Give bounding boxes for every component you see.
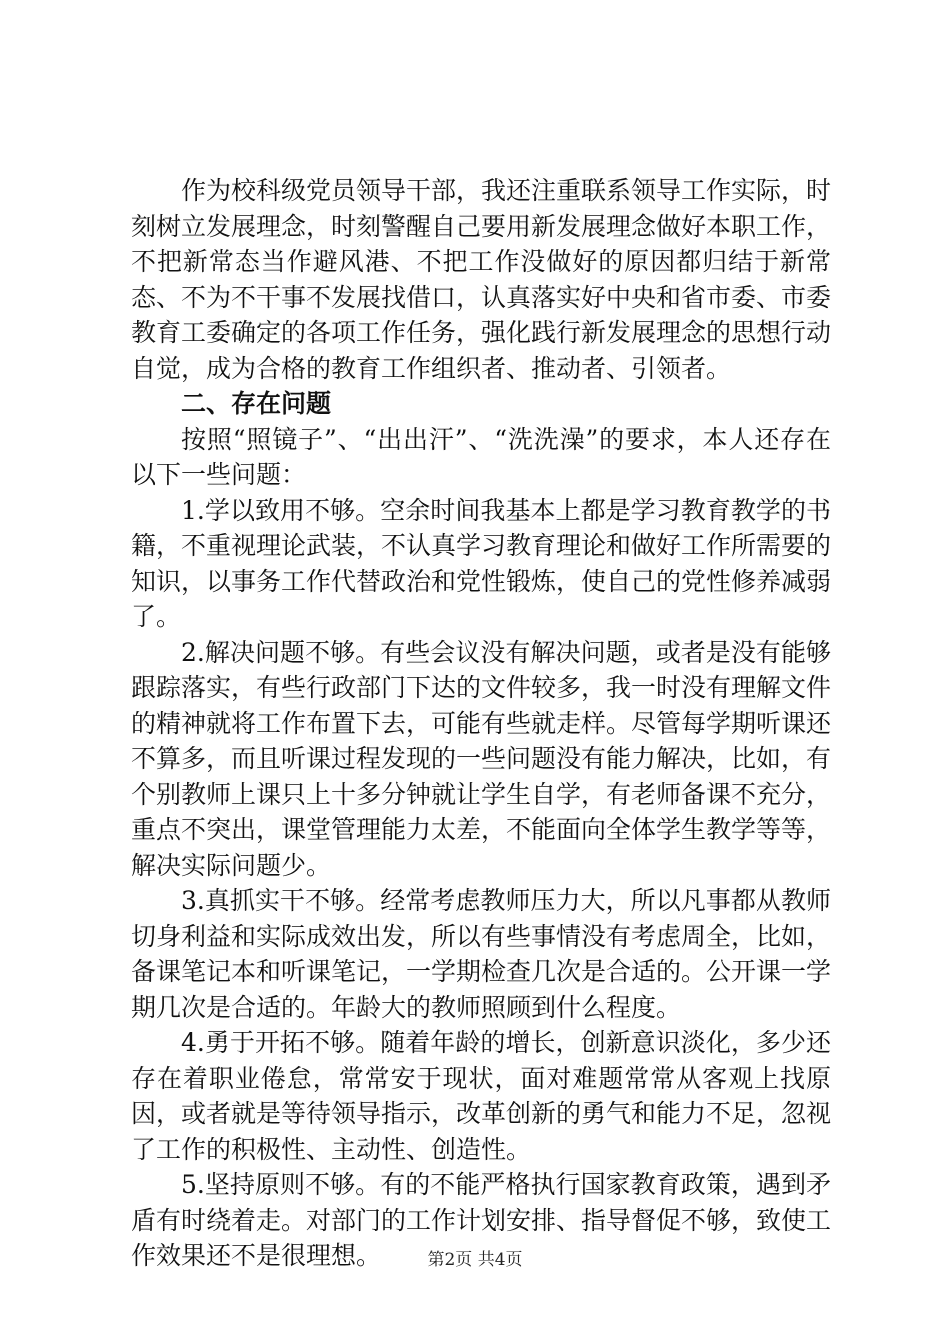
problem-item-5: 5.坚持原则不够。有的不能严格执行国家教育政策，遇到矛盾有时绕着走。对部门的工作计划安排、指导督促不够，致使工作效果还不是很理想。 <box>131 1170 832 1270</box>
section-heading: 二、存在问题 <box>181 389 332 418</box>
document-body <box>131 173 831 1274</box>
problem-item-3: 3.真抓实干不够。经常考虑教师压力大，所以凡事都从教师切身利益和实际成效出发，所以有些事情没有考虑周全，比如，备课笔记本和听课笔记，一学期检查几次是合适的。公开课一学期几次是合适的。年龄大的教师照顾到什么程度。 <box>131 886 832 1022</box>
problem-item-4: 4.勇于开拓不够。随着年龄的增长，创新意识淡化，多少还存在着职业倦怠，常常安于现状，面对难题常常从客观上找原因，或者就是等待领导指示，改革创新的勇气和能力不足，忽视了工作的积极性、主动性、创造性。 <box>131 1028 832 1164</box>
problem-item-2: 2.解决问题不够。有些会议没有解决问题，或者是没有能够跟踪落实，有些行政部门下达的文件较多，我一时没有理解文件的精神就将工作布置下去，可能有些就走样。尽管每学期听课还不算多，而且听课过程发现的一些问题没有能力解决，比如，有个别教师上课只上十多分钟就让学生自学，有老师备课不充分，重点不突出，课堂管理能力太差，不能面向全体学生教学等等，解决实际问题少。 <box>131 637 832 880</box>
section-intro-paragraph: 按照“照镜子”、“出出汗”、“洗洗澡”的要求，本人还存在以下一些问题： <box>131 424 831 489</box>
problem-item-1: 1.学以致用不够。空余时间我基本上都是学习教育教学的书籍，不重视理论武装，不认真学习教育理论和做好工作所需要的知识，以事务工作代替政治和党性锻炼，使自己的党性修养减弱了。 <box>131 495 832 631</box>
intro-paragraph: 作为校科级党员领导干部，我还注重联系领导工作实际，时刻树立发展理念，时刻警醒自己要用新发展理念做好本职工作，不把新常态当作避风港、不把工作没做好的原因都归结于新常态、不为不干事不发展找借口，认真落实好中央和省市委、市委教育工委确定的各项工作任务，强化践行新发展理念的思想行动自觉，成为合格的教育工作组织者、推动者、引领者。 <box>131 176 832 383</box>
page-number-footer: 第2页 共4页 <box>427 1250 523 1270</box>
